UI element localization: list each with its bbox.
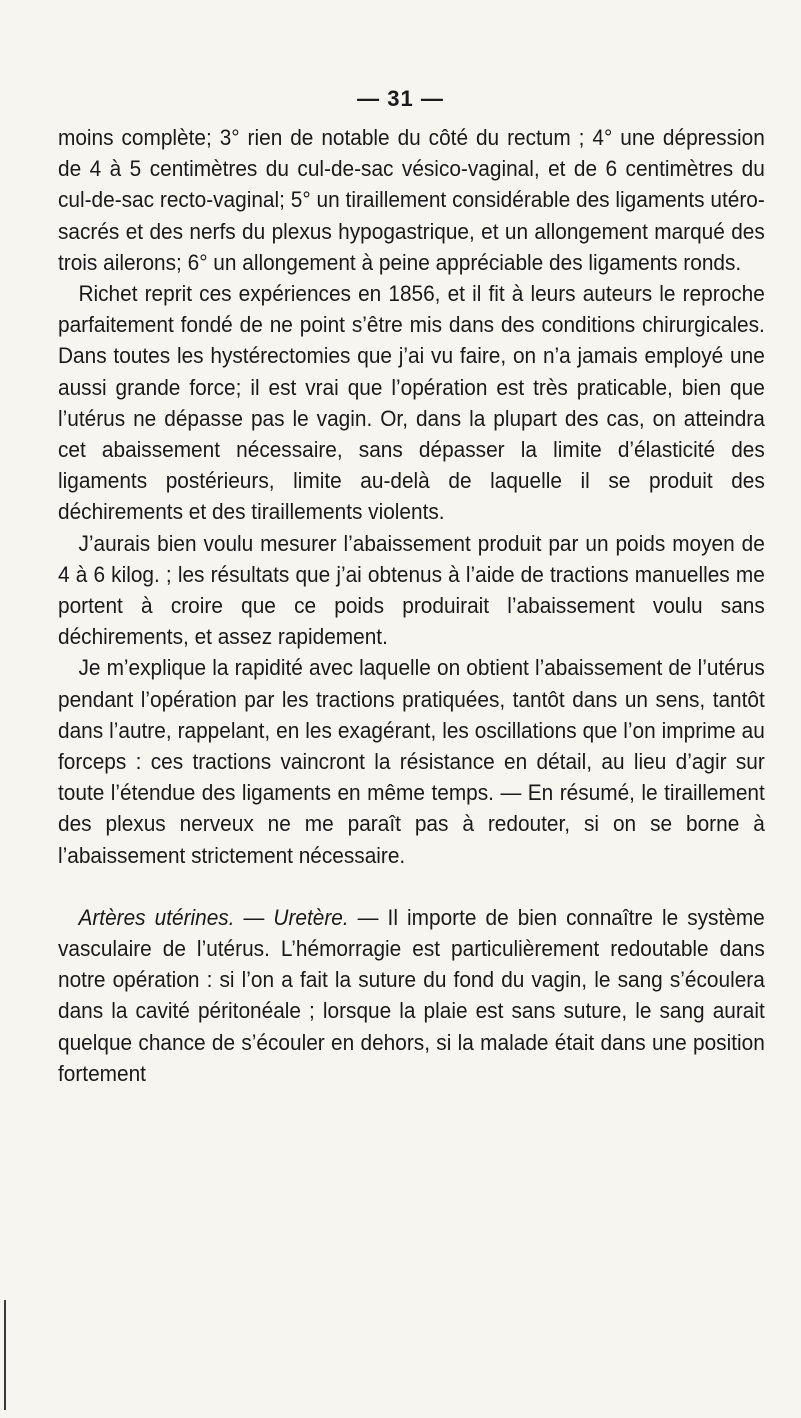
section-paragraph xyxy=(58,902,765,1089)
paragraph-3: J’aurais bien voulu mesurer l’abaissement produit par un poids moyen de 4 à 6 kilog. ; les résultats que j’ai obtenus à l’aide de tractions manuelles me portent à croire que ce poids produirait l’abaissement voulu sans déchirements, et assez rapidement. xyxy=(58,530,765,650)
paragraph-4: Je m’explique la rapidité avec laquelle on obtient l’abaissement de l’utérus pendant l’opération par les tractions pratiquées, tantôt dans un sens, tantôt dans l’autre, rappelant, en les exagérant, les oscillations que l’on imprime au forceps : ces tractions vaincront la résistance en détail, au lieu d’agir sur toute l’étendue des ligaments en même temps. — En résumé, le tiraillement des plexus nerveux ne me paraît pas à redouter, si on se borne à l’abaissement strictement nécessaire. xyxy=(58,655,765,868)
section-text: Il importe de bien connaître le système vasculaire de l’utérus. L’hémorragie est particulièrement redoutable dans notre opération : si l’on a fait la suture du fond du vagin, le sang s’écoulera dans la cavité péritonéale ; lorsque la plaie est sans suture, le sang aurait quelque chance de s’écouler en dehors, si la malade était dans une position fortement xyxy=(58,904,765,1086)
heading-dash-1: — xyxy=(234,904,274,930)
heading-dash-2: — xyxy=(348,904,388,930)
section-heading-arteres: Artères utérines. xyxy=(78,904,235,930)
paragraph-1: moins complète; 3° rien de notable du côté du rectum ; 4° une dépression de 4 à 5 centimètres du cul-de-sac vésico-vaginal, et de 6 centimètres du cul-de-sac recto-vaginal; 5° un tiraillement considérable des ligaments utéro-sacrés et des nerfs du plexus hypogastrique, et un allongement marqué des trois ailerons; 6° un allongement à peine appréciable des ligaments ronds. xyxy=(58,125,765,275)
body-text xyxy=(58,122,765,1089)
page-number: — 31 — xyxy=(357,86,444,111)
section-heading-uretere: Uretère. xyxy=(273,904,349,930)
binding-edge-line xyxy=(4,1300,6,1410)
paragraph-2: Richet reprit ces expériences en 1856, et il fit à leurs auteurs le reproche parfaitement fondé de ne point s’être mis dans des conditions chirurgicales. Dans toutes les hystérectomies que j’ai vu faire, on n’a jamais employé une aussi grande force; il est vrai que l’opération est très praticable, bien que l’utérus ne dépasse pas le vagin. Or, dans la plupart des cas, on atteindra cet abaissement nécessaire, sans dépasser la limite d’élasticité des ligaments postérieurs, limite au-delà de laquelle il se produit des déchirements et des tiraillements violents. xyxy=(58,281,765,525)
